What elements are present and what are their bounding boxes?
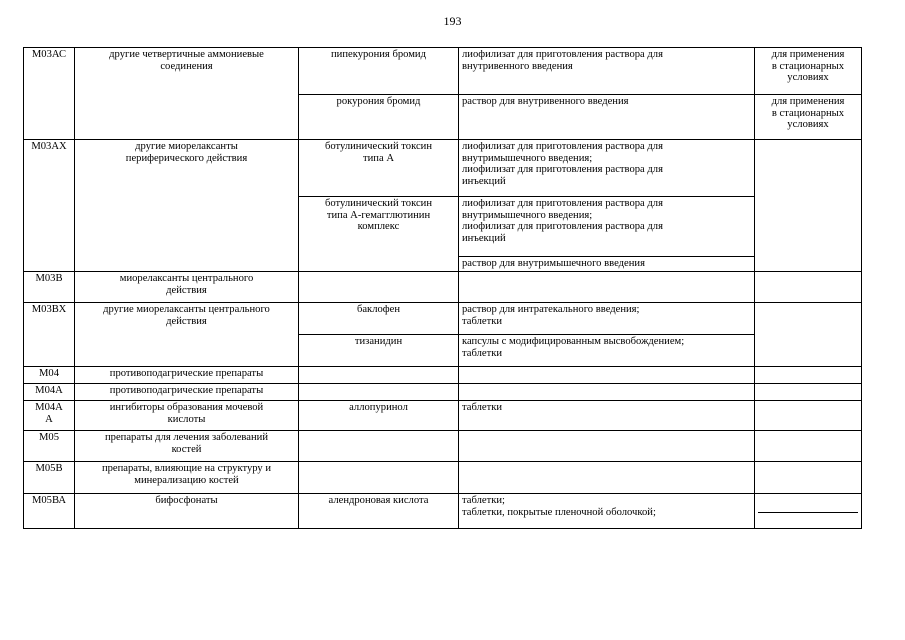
inn-line: рокурония бромид: [336, 96, 421, 107]
dosage-form-line: лиофилизат для приготовления раствора для: [462, 49, 663, 60]
atc-group-cell: [75, 367, 299, 384]
atc-group-line: соединения: [160, 60, 213, 72]
dosage-form-line: таблетки: [462, 402, 503, 413]
atc-code-cell: [24, 303, 75, 367]
dosage-form-cell: [459, 197, 755, 257]
dosage-form-cell: [459, 140, 755, 197]
note-cell: [755, 367, 862, 384]
atc-group-line: бифосфонаты: [155, 495, 218, 506]
inn-cell: [299, 335, 459, 367]
table-row: [24, 401, 862, 431]
inn-line: аллопуринол: [349, 402, 408, 413]
inn-line: пипекурония бромид: [330, 49, 426, 60]
note-cell: [755, 140, 862, 272]
table-row: [24, 140, 862, 197]
note-cell: [755, 431, 862, 462]
atc-group-line: минерализацию костей: [134, 474, 239, 486]
dosage-form-line: капсулы с модифицированным высвобождением;: [462, 336, 685, 347]
inn-cell: [299, 462, 459, 494]
inn-cell: [299, 140, 459, 197]
dosage-form-line: лиофилизат для приготовления раствора для: [462, 164, 663, 175]
atc-group-cell: [75, 462, 299, 494]
atc-group-cell: [75, 48, 299, 140]
inn-line: баклофен: [356, 304, 401, 315]
inn-cell: [299, 272, 459, 303]
dosage-form-line: раствор для внутривенного введения: [462, 96, 629, 107]
dosage-form-line: таблетки: [462, 347, 503, 359]
dosage-form-line: лиофилизат для приготовления раствора для: [462, 198, 663, 209]
inn-line: ботулинический токсин: [324, 198, 432, 209]
note-cell: [755, 384, 862, 401]
dosage-form-cell: [459, 384, 755, 401]
atc-group-cell: [75, 401, 299, 431]
inn-line: типа А-гемагглютинин: [326, 209, 431, 221]
note-cell: [755, 494, 862, 529]
note-line: условиях: [787, 119, 829, 130]
atc-group-cell: [75, 303, 299, 367]
dosage-form-line: раствор для интратекального введения;: [462, 304, 640, 315]
inn-cell: [299, 48, 459, 95]
atc-code: М05: [38, 432, 59, 443]
dosage-form-cell: [459, 303, 755, 335]
atc-group-cell: [75, 384, 299, 401]
inn-cell: [299, 431, 459, 462]
inn-cell: [299, 494, 459, 529]
dosage-form-cell: [459, 431, 755, 462]
atc-code: М04А: [35, 385, 63, 396]
inn-cell: [299, 401, 459, 431]
atc-group-line: противоподагрические препараты: [109, 385, 264, 396]
atc-group-line: кислоты: [167, 413, 206, 425]
dosage-form-line: лиофилизат для приготовления раствора для: [462, 221, 663, 232]
atc-code-cell: [24, 272, 75, 303]
inn-cell: [299, 303, 459, 335]
atc-group-line: ингибиторы образования мочевой: [109, 402, 264, 413]
atc-code: М03АХ: [31, 141, 67, 152]
dosage-form-line: инъекций: [462, 175, 506, 187]
atc-code-cell: [24, 384, 75, 401]
inn-cell: [299, 95, 459, 140]
table-row: [24, 367, 862, 384]
note-cell: [755, 48, 862, 95]
atc-group-line: другие миорелаксанты центрального: [103, 304, 270, 315]
dosage-form-cell: [459, 494, 755, 529]
inn-line: комплекс: [357, 221, 400, 232]
atc-group-line: миорелаксанты центрального: [119, 273, 254, 284]
note-line: для применения: [771, 96, 845, 107]
atc-code: М05ВА: [31, 495, 67, 506]
atc-code-cell: [24, 401, 75, 431]
note-cell: [755, 303, 862, 367]
note-line: для применения: [771, 49, 845, 60]
atc-code-cell: [24, 48, 75, 140]
dosage-form-line: инъекций: [462, 232, 506, 244]
atc-code: А: [45, 413, 53, 425]
dosage-form-cell: [459, 367, 755, 384]
dosage-form-line: внутривенного введения: [462, 60, 573, 72]
atc-group-cell: [75, 272, 299, 303]
note-cell-divider: [758, 495, 858, 513]
dosage-form-line: лиофилизат для приготовления раствора для: [462, 141, 663, 152]
atc-group-line: противоподагрические препараты: [109, 368, 264, 379]
atc-group-line: костей: [171, 443, 202, 455]
table-row: [24, 272, 862, 303]
inn-line: алендроновая кислота: [328, 495, 429, 506]
dosage-form-cell: [459, 335, 755, 367]
note-line: в стационарных: [771, 107, 845, 119]
table-row: [24, 431, 862, 462]
note-cell: [755, 401, 862, 431]
atc-group-line: действия: [166, 284, 207, 296]
atc-code: М05В: [35, 463, 63, 474]
atc-group-line: другие четвертичные аммониевые: [109, 49, 264, 60]
atc-code-cell: [24, 140, 75, 272]
dosage-form-line: таблетки;: [462, 495, 505, 506]
atc-code: М03В: [35, 273, 63, 284]
dosage-form-line: раствор для внутримышечного введения: [462, 258, 645, 269]
atc-group-line: действия: [166, 315, 207, 327]
inn-line: ботулинический токсин: [324, 141, 432, 152]
inn-cell: [299, 384, 459, 401]
dosage-form-line: внутримышечного введения;: [462, 152, 593, 164]
table-row: [24, 48, 862, 95]
table-row: [24, 303, 862, 335]
atc-code-cell: [24, 367, 75, 384]
dosage-form-cell: [459, 462, 755, 494]
table-row: [24, 462, 862, 494]
atc-group-line: препараты для лечения заболеваний: [105, 432, 268, 443]
atc-group-line: другие миорелаксанты: [135, 141, 238, 152]
atc-code-cell: [24, 431, 75, 462]
note-line: условиях: [787, 72, 829, 83]
atc-code-cell: [24, 462, 75, 494]
atc-code: М03АС: [31, 49, 67, 60]
atc-group-line: препараты, влияющие на структуру и: [101, 463, 272, 474]
dosage-form-line: таблетки, покрытые пленочной оболочкой;: [462, 506, 656, 518]
note-line: в стационарных: [771, 60, 845, 72]
atc-code: М03ВХ: [31, 304, 67, 315]
drug-table: [23, 47, 862, 529]
atc-code: М04А: [35, 402, 63, 413]
atc-group-cell: [75, 140, 299, 272]
inn-line: типа А: [363, 152, 394, 164]
note-cell: [755, 462, 862, 494]
atc-group-line: периферического действия: [125, 152, 248, 164]
atc-group-cell: [75, 494, 299, 529]
note-cell: [755, 95, 862, 140]
dosage-form-cell: [459, 95, 755, 140]
dosage-form-cell: [459, 401, 755, 431]
inn-cell: [299, 367, 459, 384]
atc-code: М04: [38, 368, 59, 379]
dosage-form-cell: [459, 272, 755, 303]
inn-cell: [299, 197, 459, 272]
table-row: [24, 494, 862, 529]
dosage-form-line: внутримышечного введения;: [462, 209, 593, 221]
page-number: 193: [443, 14, 462, 28]
inn-line: тизанидин: [354, 336, 403, 347]
atc-group-cell: [75, 431, 299, 462]
note-cell: [755, 272, 862, 303]
atc-code-cell: [24, 494, 75, 529]
dosage-form-cell: [459, 48, 755, 95]
table-row: [24, 384, 862, 401]
dosage-form-line: таблетки: [462, 315, 503, 327]
dosage-form-cell: [459, 257, 755, 272]
